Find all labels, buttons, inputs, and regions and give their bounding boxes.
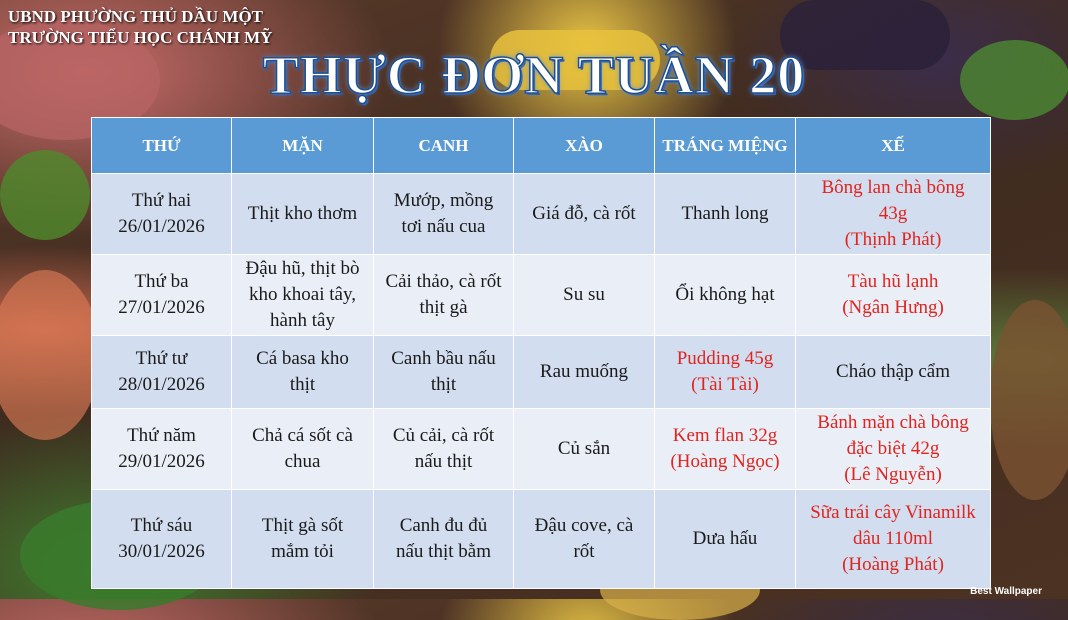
cell-xao [514,490,655,589]
cell-xe-line: Bông lan chà bông [821,177,965,198]
cell-day [92,174,232,255]
cell-xe [796,409,991,490]
school-line-ward: UBND PHƯỜNG THỦ DẦU MỘT [8,7,263,26]
cell-canh [374,174,514,255]
table-row [92,174,991,255]
cell-trang-mieng-line: Ổi không hạt [675,284,775,305]
cell-man [232,336,374,409]
cell-canh [374,255,514,336]
cell-trang-mieng [655,255,796,336]
column-header-trang-mieng: TRÁNG MIỆNG [655,118,796,174]
cell-day-line: 29/01/2026 [118,451,205,472]
cell-canh-line: Canh đu đủ [399,515,488,536]
cell-xe-line: 43g [878,203,908,224]
cell-man-line: Thịt kho thơm [247,203,358,224]
watermark: Best Wallpaper [970,586,1042,597]
cell-trang-mieng-line: Thanh long [681,203,769,224]
cell-canh-line: nấu thịt bằm [396,541,491,562]
cell-xe-line: Sữa trái cây Vinamilk [810,502,976,523]
cell-man-line: Chả cá sốt cà [252,425,353,446]
cell-man-line: thịt [289,374,316,395]
cell-trang-mieng [655,174,796,255]
cell-man-line: Thịt gà sốt [261,515,344,536]
cell-xe-line: Cháo thập cẩm [836,361,950,382]
cell-man-line: Cá basa kho [256,348,349,369]
cell-man [232,255,374,336]
cell-xao [514,336,655,409]
cell-trang-mieng-line: (Hoàng Ngọc) [670,451,780,472]
table-row [92,490,991,589]
table-row [92,255,991,336]
cell-day [92,255,232,336]
cell-xao-line: Củ sắn [557,438,611,459]
cell-xe-line: Bánh mặn chà bông [817,412,969,433]
cell-trang-mieng-line: Kem flan 32g [672,425,778,446]
cell-xao [514,409,655,490]
cell-canh-line: thịt [430,374,457,395]
cell-trang-mieng-line: Dưa hấu [692,528,758,549]
column-header-day: THỨ [92,118,232,174]
cell-day-line: 30/01/2026 [118,541,205,562]
cell-day-line: Thứ sáu [130,515,193,536]
cell-man [232,174,374,255]
cell-day-line: Thứ ba [134,271,189,292]
cell-canh-line: Canh bầu nấu [391,348,496,369]
school-line-name: TRƯỜNG TIỂU HỌC CHÁNH MỸ [8,28,273,47]
cell-xao-line: Rau muống [539,361,629,382]
table-header-row [92,118,991,174]
cell-xao-line: Giá đỗ, cà rốt [532,203,636,224]
cell-canh-line: nấu thịt [414,451,473,472]
cell-man-line: Đậu hũ, thịt bò [245,258,360,279]
cell-xe [796,255,991,336]
cell-man-line: hành tây [270,310,335,331]
page-title: THỰC ĐƠN TUẦN 20 [262,45,806,105]
column-header-canh: CANH [374,118,514,174]
cell-trang-mieng [655,490,796,589]
cell-xe-line: Tàu hũ lạnh [847,271,939,292]
cell-xe-line: (Thịnh Phát) [844,229,942,250]
cell-day-line: Thứ tư [135,348,188,369]
bg-coconut [990,300,1068,500]
cell-xao [514,255,655,336]
cell-canh [374,409,514,490]
cell-man [232,409,374,490]
cell-canh-line: Củ cải, cà rốt [392,425,495,446]
cell-canh-line: thịt gà [419,297,468,318]
cell-xe-line: (Ngân Hưng) [842,297,944,318]
cell-xe [796,174,991,255]
cell-canh-line: Cải thảo, cà rốt [385,271,502,292]
cell-xao-line: Su su [563,284,605,305]
cell-day-line: 27/01/2026 [118,297,205,318]
cell-xao [514,174,655,255]
cell-xao-line: Đậu cove, cà [534,515,634,536]
cell-man-line: chua [284,451,321,472]
cell-trang-mieng-line: (Tài Tài) [691,374,759,395]
cell-day [92,490,232,589]
cell-xe-line: (Lê Nguyễn) [844,464,942,485]
cell-day-line: 28/01/2026 [118,374,205,395]
table-row [92,409,991,490]
cell-xe-line: đặc biệt 42g [846,438,940,459]
bg-shrimp [0,270,100,440]
bg-greens [0,150,90,240]
cell-day [92,409,232,490]
cell-canh-line: tơi nấu cua [401,216,486,237]
column-header-man: MẶN [232,118,374,174]
cell-xao-line: rốt [573,541,595,562]
cell-man-line: kho khoai tây, [249,284,356,305]
cell-day-line: Thứ năm [127,425,196,446]
cell-xe [796,336,991,409]
cell-day-line: Thứ hai [131,190,192,211]
cell-trang-mieng [655,336,796,409]
cell-canh [374,336,514,409]
school-header [8,6,272,48]
cell-xe [796,490,991,589]
cell-day-line: 26/01/2026 [118,216,205,237]
weekly-menu-table [91,117,991,589]
table-row [92,336,991,409]
cell-trang-mieng-line: Pudding 45g [676,348,774,369]
cell-day [92,336,232,409]
cell-man-line: mắm tỏi [271,541,334,562]
column-header-xao: XÀO [514,118,655,174]
cell-man [232,490,374,589]
cell-xe-line: dâu 110ml [852,528,934,549]
column-header-xe: XẾ [796,118,991,174]
cell-xe-line: (Hoàng Phát) [842,554,944,575]
cell-canh-line: Mướp, mồng [393,190,494,211]
cell-canh [374,490,514,589]
cell-trang-mieng [655,409,796,490]
